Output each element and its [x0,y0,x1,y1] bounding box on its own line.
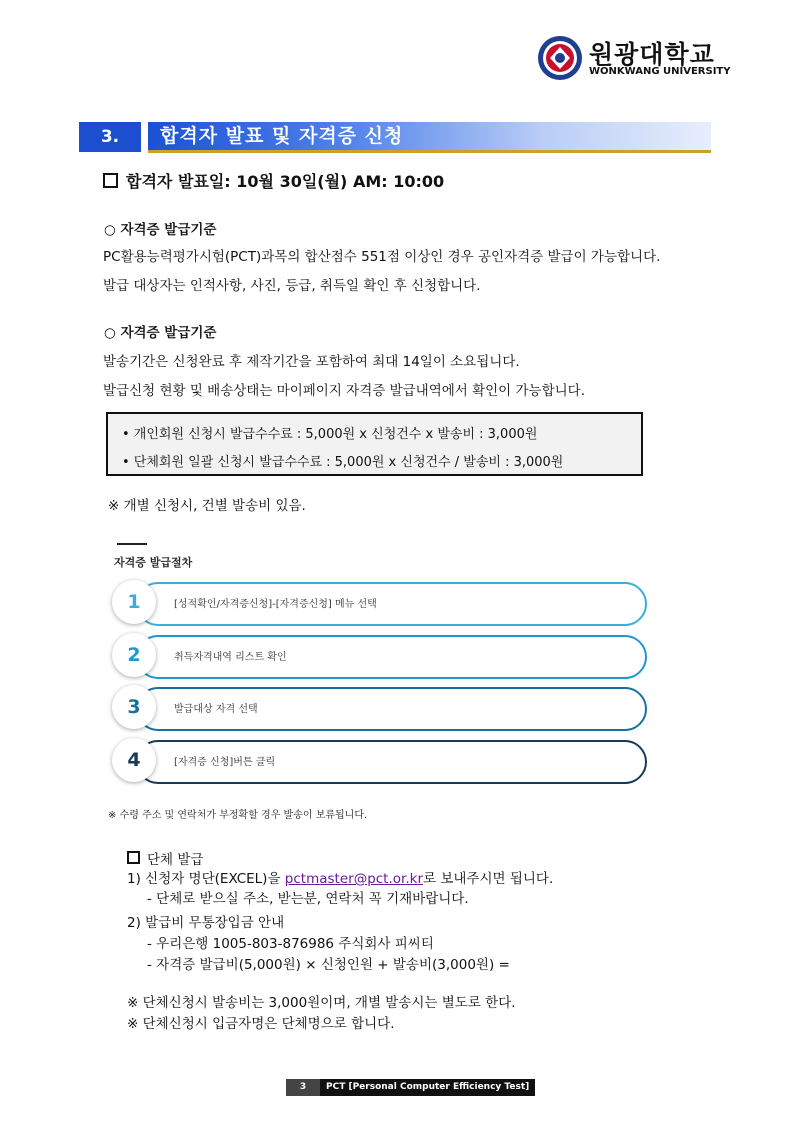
step-label: [자격증 신청]버튼 클릭 [174,757,276,768]
section-underline [148,150,711,153]
criteria2-line-2: 발급신청 현황 및 배송상태는 마이페이지 자격증 발급내역에서 확인이 가능합니다. [103,383,586,399]
procedure-step-4 [108,739,648,785]
step-label: 취득자격내역 리스트 확인 [174,652,287,663]
criteria1-heading: ○ 자격증 발급기준 [104,222,217,238]
group-item-1 [127,867,553,887]
group-item1-suffix: 로 보내주시면 됩니다. [423,871,554,887]
criteria1-line-2: 발급 대상자는 인적사항, 사진, 등급, 취득일 확인 후 신청합니다. [103,278,481,294]
fee-individual: • 개인회원 신청시 발급수수료 : 5,000원 x 신청건수 x 발송비 : 3,000원 [122,427,538,442]
note-separate-shipping: ※ 개별 신청시, 건별 발송비 있음. [108,498,306,514]
checkbox-square-icon [103,173,118,188]
group-item-1-sub: - 단체로 받으실 주소, 받는분, 연락처 꼭 기재바랍니다. [147,891,469,907]
note-address: ※ 수령 주소 및 연락처가 부정확할 경우 발송이 보류됩니다. [108,810,368,821]
email-link[interactable]: pctmaster@pct.or.kr [284,871,423,887]
procedure-step-1 [108,581,648,627]
section-number: 3. [79,122,141,152]
criteria2-heading: ○ 자격증 발급기준 [104,325,217,341]
procedure-title-rule [117,543,147,545]
step-label: [성적확인/자격증신청]-[자격증신청] 메뉴 선택 [174,599,377,610]
university-logo [537,35,731,83]
group-item-2: 2) 발급비 무통장입금 안내 [127,915,285,931]
page-footer [286,1079,535,1096]
procedure-step-2 [108,634,648,680]
footer-text: PCT [Personal Computer Efficiency Test] [320,1079,535,1096]
group-item1-prefix: 1) 신청자 명단(EXCEL)을 [127,871,285,887]
logo-korean-name: 원광대학교 [589,40,715,69]
group-heading-text: 단체 발급 [147,852,204,868]
group-item-2-sub-1: - 우리은행 1005-803-876986 주식회사 피씨티 [147,936,434,952]
announcement-text: 합격자 발표일: 10월 30일(월) AM: 10:00 [126,172,445,191]
checkbox-square-icon [127,851,140,864]
step-number: 1 [112,580,156,624]
procedure-title: 자격증 발급절차 [114,556,193,569]
fee-group: • 단체회원 일괄 신청시 발급수수료 : 5,000원 x 신청건수 / 발송비 : 3,000원 [122,455,564,470]
group-heading [127,848,203,868]
group-item-2-sub-2: - 자격증 발급비(5,000원) × 신청인원 + 발송비(3,000원) = [147,957,510,973]
page-number: 3 [286,1079,320,1096]
criteria2-line-1: 발송기간은 신청완료 후 제작기간을 포함하여 최대 14일이 소요됩니다. [103,354,520,370]
step-number: 2 [112,633,156,677]
group-note-1: ※ 단체신청시 발송비는 3,000원이며, 개별 발송시는 별도로 한다. [127,995,516,1011]
university-seal-icon [537,35,583,81]
announcement-date [103,169,444,192]
step-number: 3 [112,685,156,729]
logo-english-name: WONKWANG UNIVERSITY [589,66,731,77]
step-label: 발급대상 자격 선택 [174,704,258,715]
group-note-2: ※ 단체신청시 입금자명은 단체명으로 합니다. [127,1016,395,1032]
step-number: 4 [112,738,156,782]
procedure-step-3 [108,686,648,732]
criteria1-line-1: PC활용능력평가시험(PCT)과목의 합산점수 551점 이상인 경우 공인자격증 발급이 가능합니다. [103,249,661,265]
section-title: 합격자 발표 및 자격증 신청 [148,122,711,150]
fee-box [106,412,643,476]
